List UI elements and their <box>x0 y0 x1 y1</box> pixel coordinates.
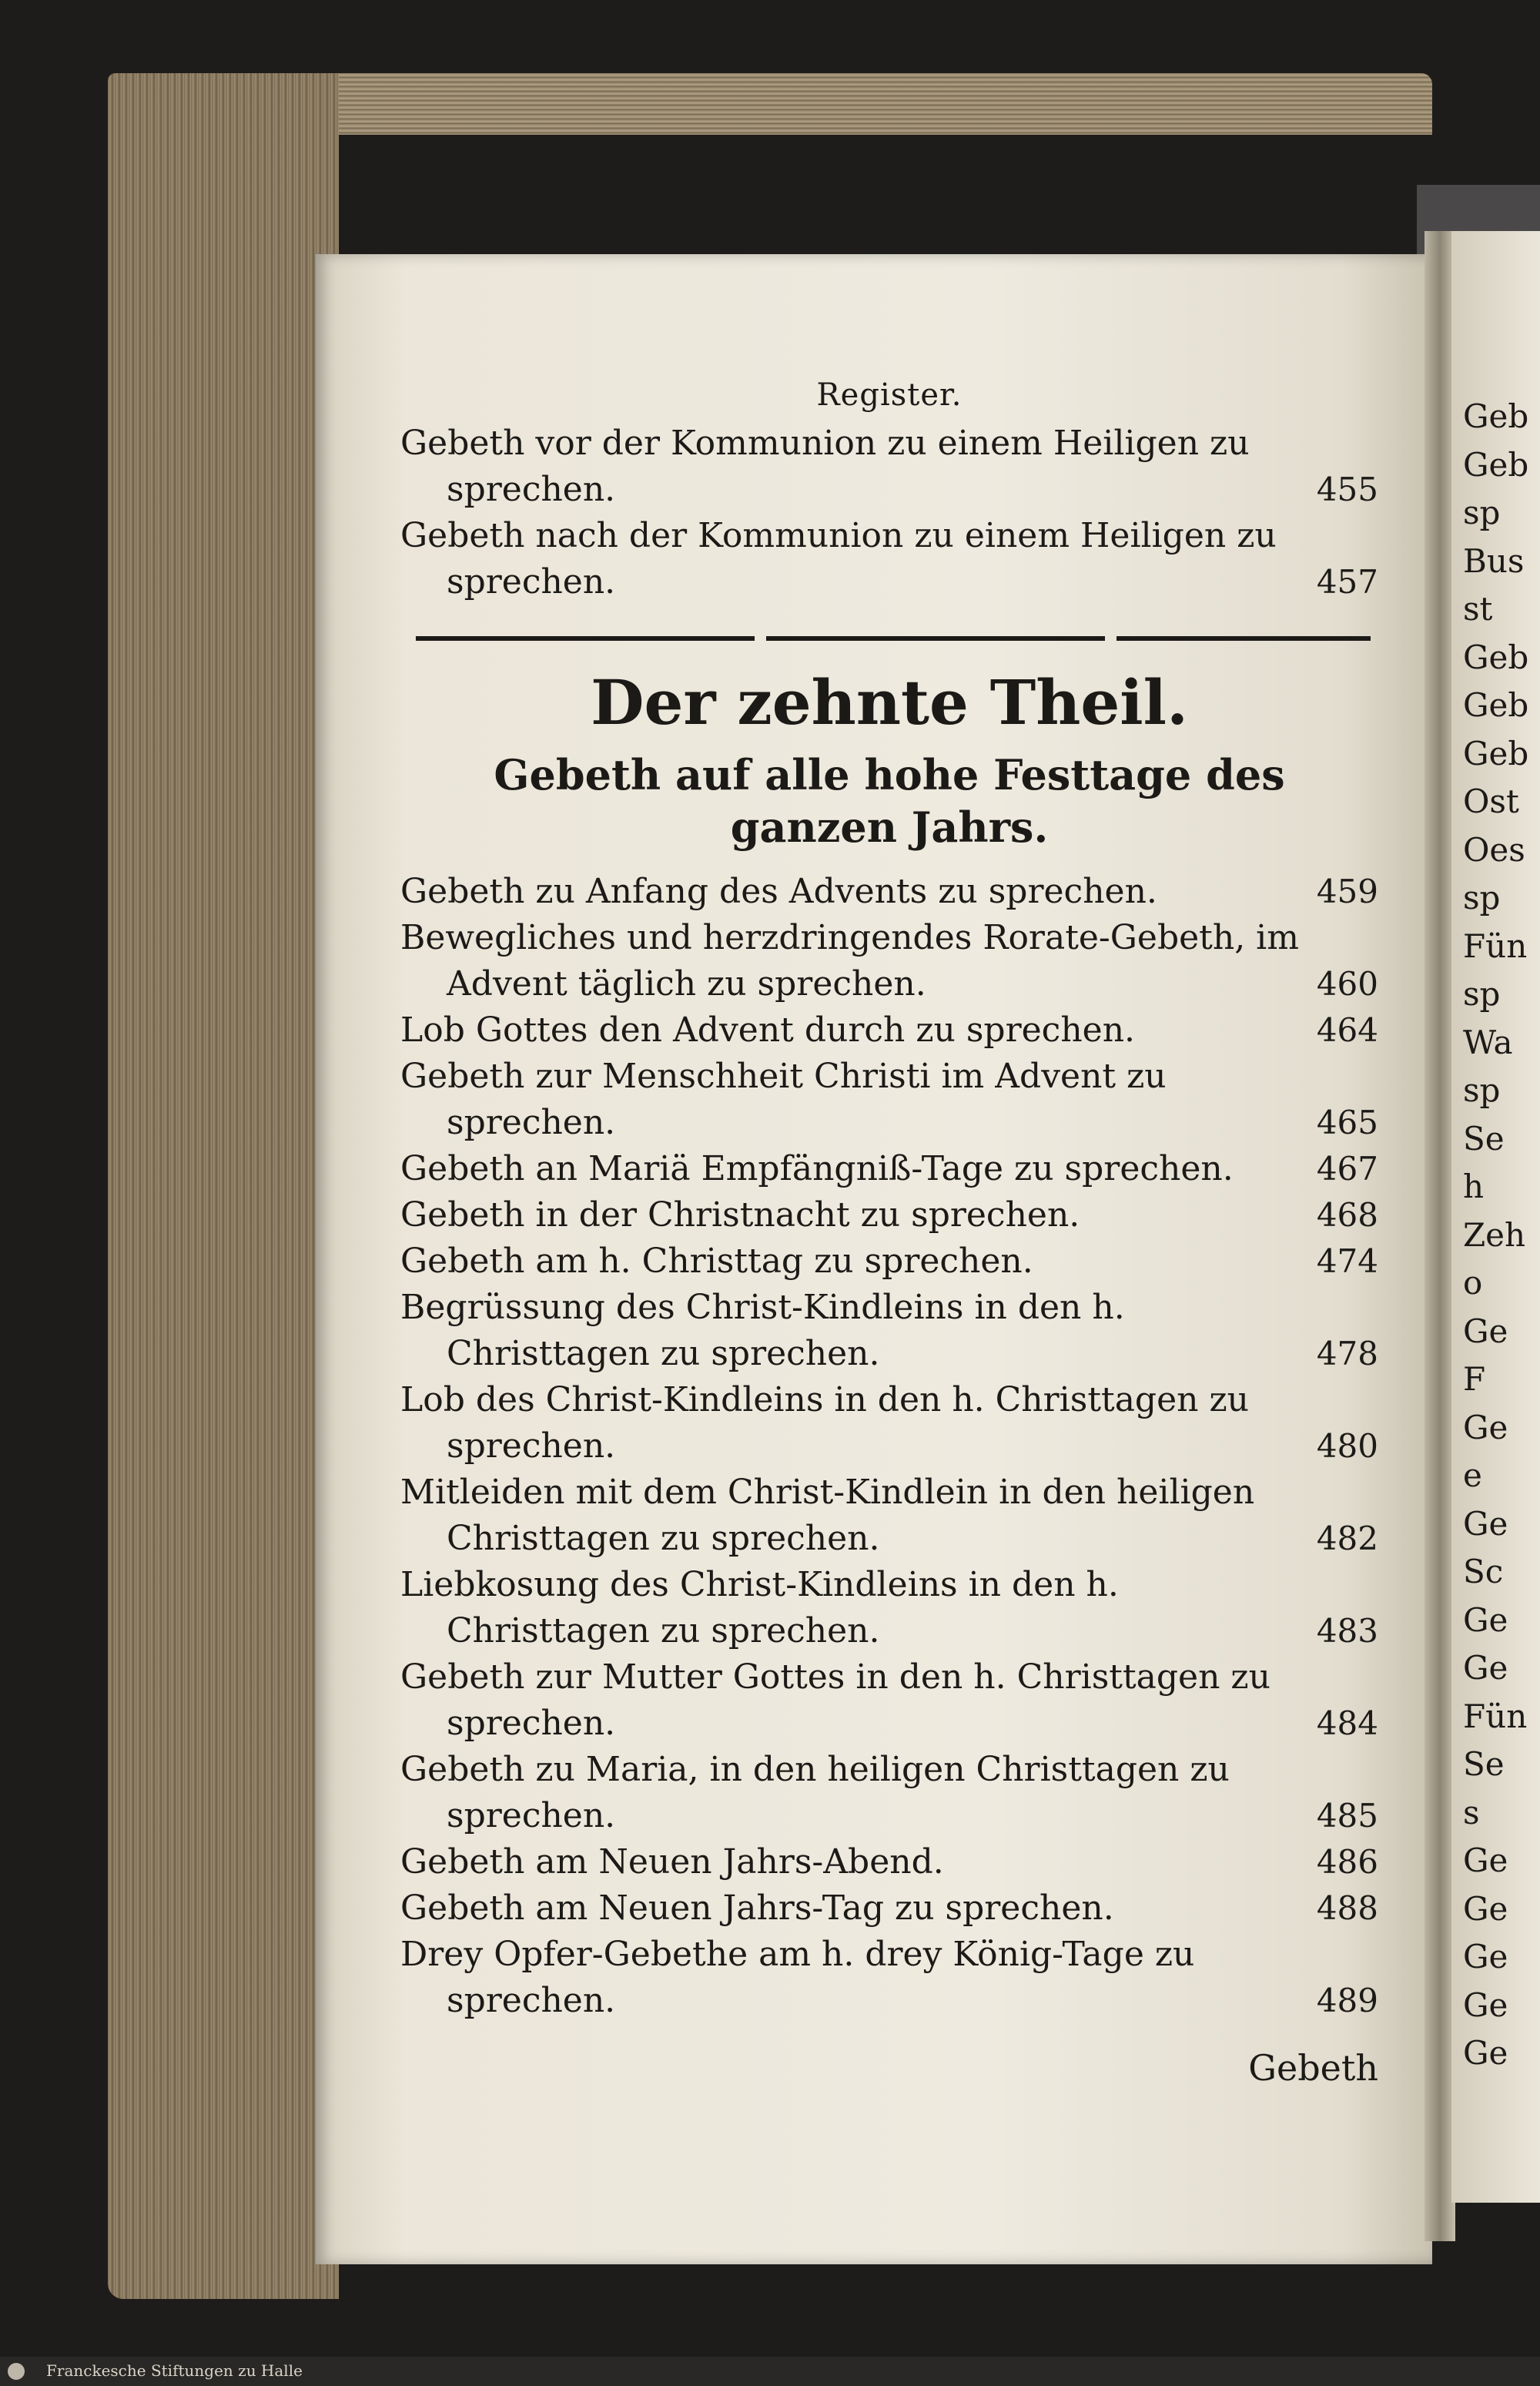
right-page-fragment: st <box>1463 590 1493 628</box>
right-page-fragment: s <box>1463 1793 1480 1831</box>
right-page-fragment: Ge <box>1463 1504 1508 1543</box>
toc-entry-title: Gebeth zur Menschheit Christi im Advent zu sprechen. <box>400 1057 1167 1142</box>
right-page-fragment: sp <box>1463 879 1501 917</box>
toc-entry-title: Lob des Christ-Kindleins in den h. Christtagen zu sprechen. <box>400 1380 1249 1466</box>
right-page-fragment: Zeh <box>1463 1215 1526 1254</box>
right-page-fragment: Oes <box>1463 830 1525 869</box>
toc-entry-title: Gebeth zu Anfang des Advents zu sprechen. <box>400 872 1157 911</box>
footer-credit: Franckesche Stiftungen zu Halle <box>46 2361 303 2380</box>
right-page-fragment: e <box>1463 1456 1482 1494</box>
toc-entry-title: Liebkosung des Christ-Kindleins in den h. Christtagen zu sprechen. <box>400 1565 1119 1650</box>
toc-entry <box>400 1839 1378 1885</box>
right-page-fragment: Ge <box>1463 1986 1508 2024</box>
toc-entry-page: 485 <box>1316 1797 1378 1835</box>
left-page-content <box>400 377 1378 2089</box>
toc-entry <box>400 1562 1378 1654</box>
toc-entry <box>400 513 1378 605</box>
toc-entry-page: 488 <box>1316 1889 1378 1927</box>
toc-entry-title: Gebeth vor der Kommunion zu einem Heiligen zu sprechen. <box>400 424 1250 509</box>
right-page-fragment: Wa <box>1463 1023 1513 1061</box>
right-page-fragment: Ge <box>1463 1600 1508 1639</box>
right-page-fragment: Ge <box>1463 1841 1508 1879</box>
right-page-fragment: Fün <box>1463 1697 1528 1735</box>
right-page-fragment: Geb <box>1463 734 1529 772</box>
running-head: Register. <box>816 377 962 413</box>
toc-entry <box>400 1747 1378 1839</box>
right-page-fragment: F <box>1463 1360 1486 1398</box>
toc-entry <box>400 1238 1378 1285</box>
toc-entry-title: Gebeth am Neuen Jahrs-Tag zu sprechen. <box>400 1888 1114 1928</box>
toc-entry-page: 480 <box>1316 1427 1378 1465</box>
toc-entry-page: 468 <box>1316 1196 1378 1234</box>
toc-entry-title: Gebeth am h. Christtag zu sprechen. <box>400 1242 1033 1281</box>
toc-entry-title: Mitleiden mit dem Christ-Kindlein in den heiligen Christtagen zu sprechen. <box>400 1473 1255 1558</box>
institution-logo-icon <box>8 2363 25 2380</box>
toc-entry <box>400 1377 1378 1469</box>
toc-entry-page: 489 <box>1316 1982 1378 2019</box>
toc-entry-title: Gebeth zu Maria, in den heiligen Christtagen zu sprechen. <box>400 1750 1230 1835</box>
toc-entry-page: 460 <box>1316 965 1378 1003</box>
toc-entry-page: 482 <box>1316 1520 1378 1557</box>
right-page-fragment: Geb <box>1463 686 1529 724</box>
toc-entry-title: Drey Opfer-Gebethe am h. drey König-Tage zu sprechen. <box>400 1935 1195 2020</box>
toc-entry <box>400 915 1378 1007</box>
right-page-fragment: Bus <box>1463 541 1525 580</box>
toc-entry-page: 464 <box>1316 1011 1378 1049</box>
toc-entry <box>400 1469 1378 1562</box>
toc-entry-title: Gebeth in der Christnacht zu sprechen. <box>400 1195 1080 1235</box>
right-page-fragment: sp <box>1463 975 1501 1013</box>
toc-entry-title: Gebeth zur Mutter Gottes in den h. Christtagen zu sprechen. <box>400 1657 1270 1743</box>
right-page-fragment: Ge <box>1463 1312 1508 1350</box>
right-page-fragment: Ge <box>1463 1649 1508 1687</box>
toc-entry <box>400 1932 1378 2024</box>
toc-entry-title: Lob Gottes den Advent durch zu sprechen. <box>400 1010 1136 1050</box>
right-page-fragment: Ge <box>1463 1938 1508 1975</box>
toc-entry <box>400 1654 1378 1747</box>
book-gutter <box>1424 231 1455 2241</box>
toc-entry-title: Gebeth an Mariä Empfängniß-Tage zu sprechen. <box>400 1149 1234 1188</box>
toc-entry-title: Gebeth nach der Kommunion zu einem Heiligen zu sprechen. <box>400 516 1277 602</box>
toc-entry <box>400 1192 1378 1238</box>
right-page-fragment: Geb <box>1463 445 1529 484</box>
toc-entry <box>400 1285 1378 1377</box>
toc-entry <box>400 1885 1378 1932</box>
toc-entry-page: 484 <box>1316 1704 1378 1742</box>
part-title: Der zehnte Theil. <box>591 666 1188 739</box>
toc-entry <box>400 421 1378 513</box>
book-fore-edge <box>108 73 339 2299</box>
entries-list <box>400 869 1378 2024</box>
part-subtitle: Gebeth auf alle hohe Festtage des ganzen Jahrs. <box>494 750 1285 852</box>
catchword: Gebeth <box>1248 2047 1378 2089</box>
right-page-fragment: Geb <box>1463 638 1529 676</box>
toc-entry-page: 474 <box>1316 1242 1378 1280</box>
toc-entry <box>400 869 1378 915</box>
toc-entry-page: 457 <box>1316 563 1378 601</box>
right-page-fragment: h <box>1463 1168 1485 1205</box>
right-page-fragments <box>1463 393 1540 2078</box>
toc-entry <box>400 1146 1378 1192</box>
right-page-fragment: Ge <box>1463 1889 1508 1928</box>
toc-entry <box>400 1007 1378 1054</box>
toc-entry-page: 467 <box>1316 1150 1378 1188</box>
toc-entry-page: 483 <box>1316 1612 1378 1650</box>
toc-entry-title: Begrüssung des Christ-Kindleins in den h. Christtagen zu sprechen. <box>400 1288 1125 1373</box>
toc-entry <box>400 1054 1378 1146</box>
right-page-fragment: sp <box>1463 1071 1501 1109</box>
right-page-fragment: Se <box>1463 1745 1505 1783</box>
toc-entry-page: 478 <box>1316 1335 1378 1372</box>
toc-entry-page: 459 <box>1316 873 1378 910</box>
right-page-fragment: Ge <box>1463 2034 1508 2072</box>
right-page-fragment: Ost <box>1463 782 1519 820</box>
right-page-fragment: Se <box>1463 1119 1505 1158</box>
right-page-fragment: Sc <box>1463 1553 1504 1590</box>
right-page-fragment: Ge <box>1463 1408 1508 1446</box>
toc-entry-title: Bewegliches und herzdringendes Rorate-Gebeth, im Advent täglich zu sprechen. <box>400 918 1299 1004</box>
right-page-fragment: o <box>1463 1264 1483 1302</box>
toc-entry-page: 455 <box>1316 471 1378 508</box>
right-page-fragment: sp <box>1463 494 1501 531</box>
section-rule <box>416 636 1371 641</box>
entries-before-list <box>400 421 1378 605</box>
toc-entry-page: 486 <box>1316 1843 1378 1881</box>
right-page-fragment: Geb <box>1463 397 1529 435</box>
toc-entry-page: 465 <box>1316 1104 1378 1141</box>
toc-entry-title: Gebeth am Neuen Jahrs-Abend. <box>400 1842 944 1882</box>
right-page-fragment: Fün <box>1463 927 1528 965</box>
